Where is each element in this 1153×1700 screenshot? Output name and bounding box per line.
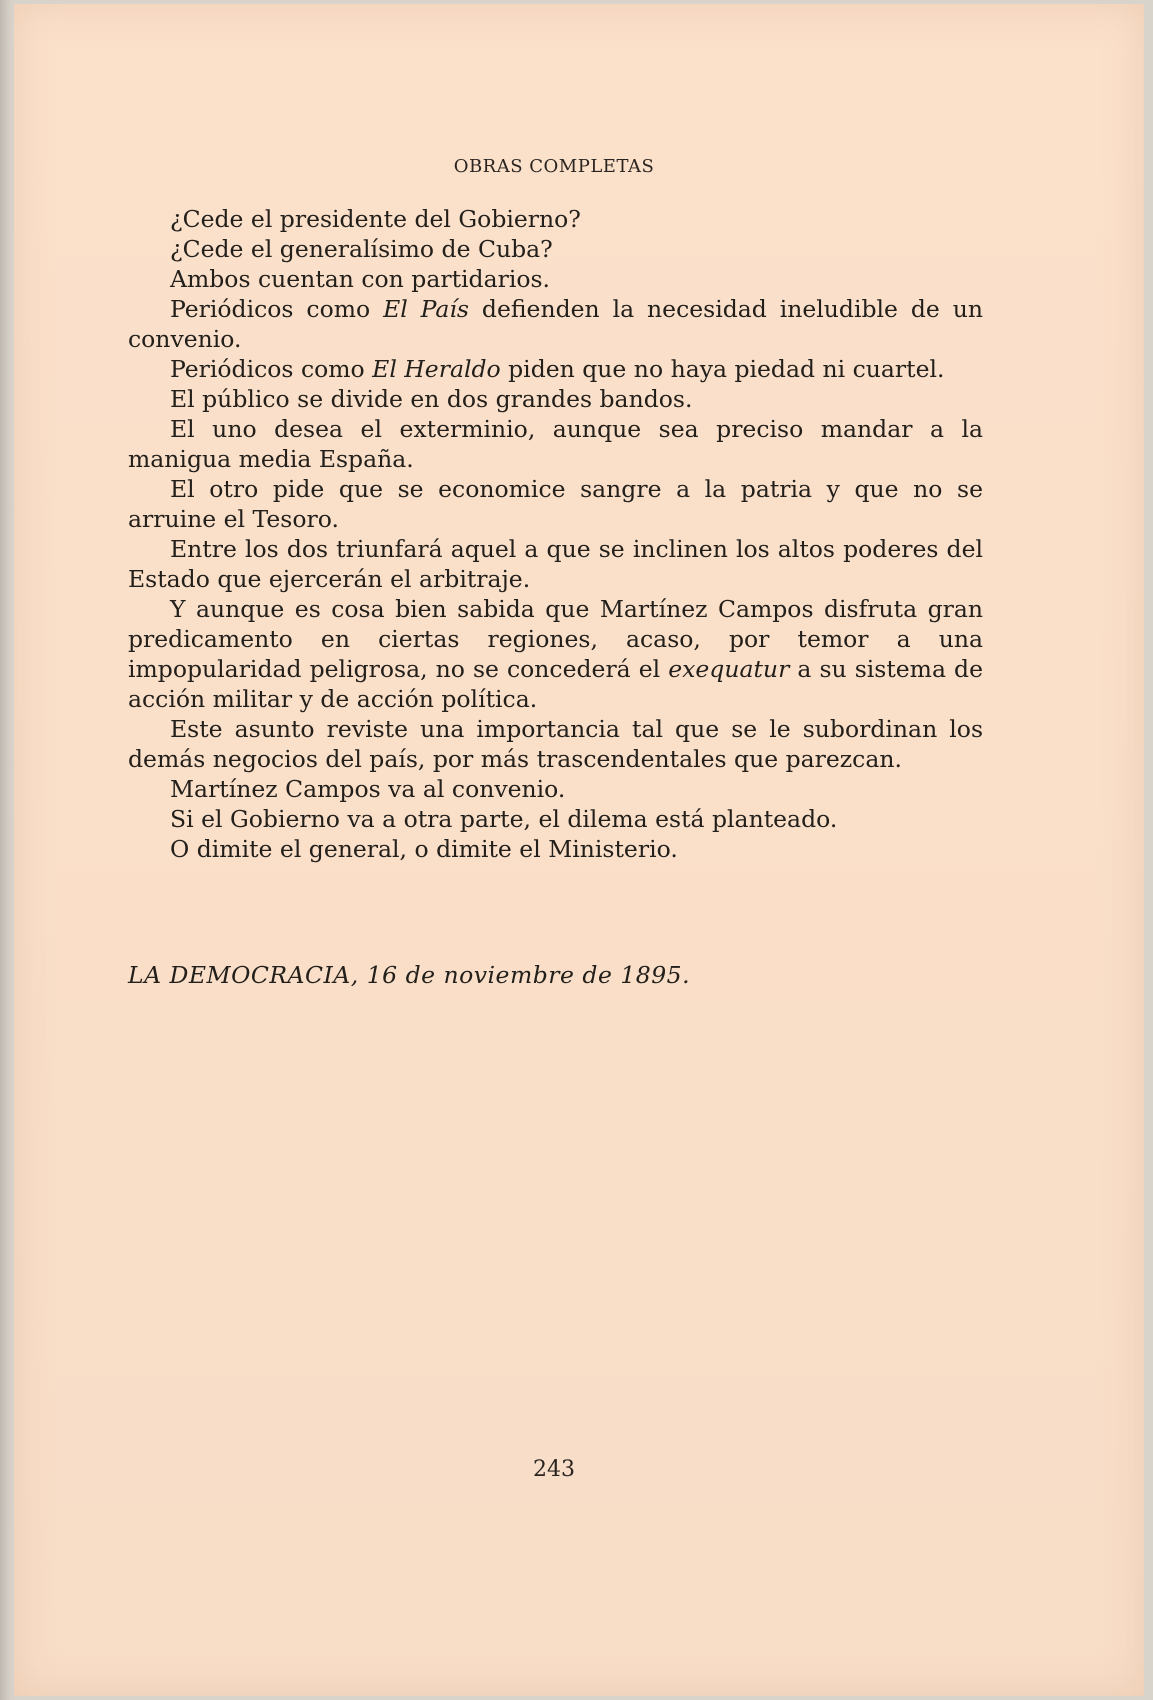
paragraph-5-before: Periódicos como — [170, 355, 373, 383]
paragraph-13: Si el Gobierno va a otra parte, el dilema está planteado. — [170, 805, 838, 833]
paragraph-4-before: Periódicos como — [170, 295, 384, 323]
body-text — [128, 204, 983, 864]
paragraph-9: Entre los dos triunfará aquel a que se inclinen los altos poderes del Estado que ejercerán el arbitraje. — [128, 535, 983, 593]
paragraph-10-before: Y aunque es cosa bien sabida que Martínez Campos disfruta gran predicamento en ciertas regiones, acaso, por temor a una impopularidad peligrosa, no se concederá el — [128, 595, 983, 683]
book-page — [14, 4, 1144, 1696]
paragraph-6: El público se divide en dos grandes bandos. — [170, 385, 693, 413]
term-exequatur: exequatur — [668, 655, 790, 683]
page-number: 243 — [533, 1457, 575, 1482]
paragraph-3: Ambos cuentan con partidarios. — [170, 265, 551, 293]
paragraph-10 — [128, 594, 983, 714]
paragraph-10-after: a su sistema de acción militar y de acción política. — [128, 655, 983, 713]
newspaper-title-el-heraldo: El Heraldo — [372, 355, 501, 383]
paragraph-8: El otro pide que se economice sangre a la patria y que no se arruine el Tesoro. — [128, 475, 983, 533]
paragraph-11: Este asunto reviste una importancia tal que se le subordinan los demás negocios del país, por más trascendentales que parezcan. — [128, 715, 983, 773]
paragraph-5 — [128, 354, 983, 384]
paragraph-1: ¿Cede el presidente del Gobierno? — [170, 205, 581, 233]
paragraph-5-after: piden que no haya piedad ni cuartel. — [500, 355, 945, 383]
paragraph-2: ¿Cede el generalísimo de Cuba? — [170, 235, 553, 263]
paragraph-7: El uno desea el exterminio, aunque sea preciso mandar a la manigua media España. — [128, 415, 983, 473]
source-citation: LA DEMOCRACIA, 16 de noviembre de 1895. — [128, 961, 691, 989]
paragraph-4-after: defienden la necesidad ineludible de un convenio. — [128, 295, 984, 353]
paragraph-14: O dimite el general, o dimite el Ministerio. — [170, 835, 678, 863]
running-head: OBRAS COMPLETAS — [453, 156, 655, 177]
paragraph-12: Martínez Campos va al convenio. — [170, 775, 566, 803]
paragraph-4 — [128, 294, 983, 354]
newspaper-title-el-pais: El País — [383, 295, 469, 323]
